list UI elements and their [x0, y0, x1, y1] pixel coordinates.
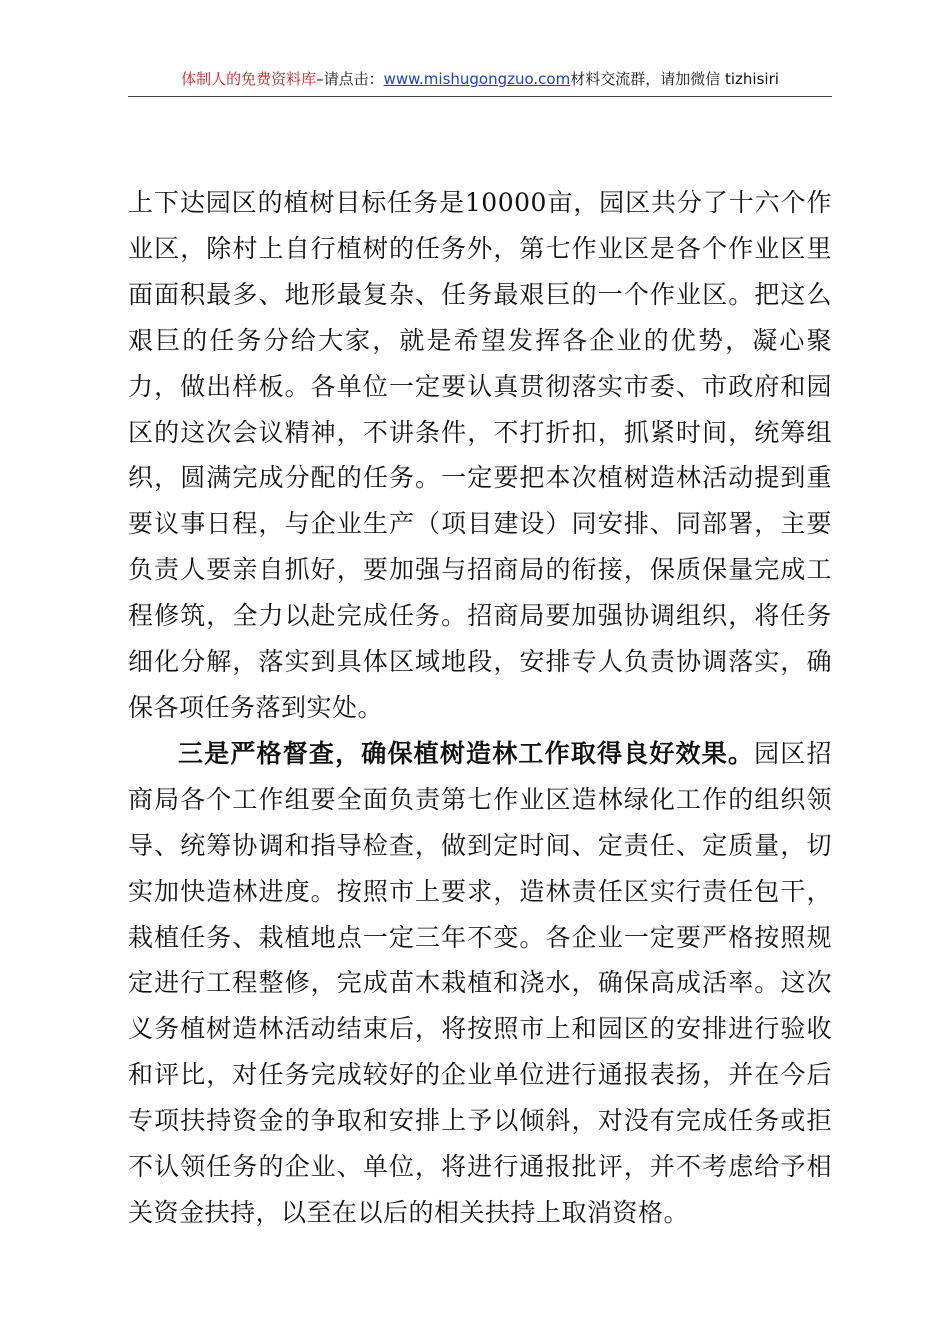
header-prompt: –请点击：	[316, 70, 384, 88]
header-contact: 材料交流群，请加微信 tizhisiri	[570, 70, 779, 88]
paragraph-section-three	[128, 731, 832, 1236]
paragraph-continued: 上下达园区的植树目标任务是10000亩，园区共分了十六个作业区，除村上自行植树的任务外，第七作业区是各个作业区里面面积最多、地形最复杂、任务最艰巨的一个作业区。把这么艰巨的任务分给大家，就是希望发挥各企业的优势，凝心聚力，做出样板。各单位一定要认真贯彻落实市委、市政府和园区的这次会议精神，不讲条件，不打折扣，抓紧时间，统筹组织，圆满完成分配的任务。一定要把本次植树造林活动提到重要议事日程，与企业生产（项目建设）同安排、同部署，主要负责人要亲自抓好，要加强与招商局的衔接，保质保量完成工程修筑，全力以赴完成任务。招商局要加强协调组织，将任务细化分解，落实到具体区域地段，安排专人负责协调落实，确保各项任务落到实处。	[128, 188, 832, 722]
header-website-link[interactable]: www.mishugongzuo.com	[383, 70, 571, 88]
document-body	[128, 180, 832, 1236]
section-three-heading: 三是严格督查，确保植树造林工作取得良好效果。	[178, 738, 755, 768]
header-brand: 体制人的免费资料库	[181, 70, 317, 88]
section-three-text: 园区招商局各个工作组要全面负责第七作业区造林绿化工作的组织领导、统筹协调和指导检查，做到定时间、定责任、定质量，切实加快造林进度。按照市上要求，造林责任区实行责任包干，栽植任务、栽植地点一定三年不变。各企业一定要严格按照规定进行工程整修，完成苗木栽植和浇水，确保高成活率。这次义务植树造林活动结束后，将按照市上和园区的安排进行验收和评比，对任务完成较好的企业单位进行通报表扬，并在今后专项扶持资金的争取和安排上予以倾斜，对没有完成任务或拒不认领任务的企业、单位，将进行通报批评，并不考虑给予相关资金扶持，以至在以后的相关扶持上取消资格。	[128, 738, 832, 1227]
page-header	[128, 66, 832, 97]
